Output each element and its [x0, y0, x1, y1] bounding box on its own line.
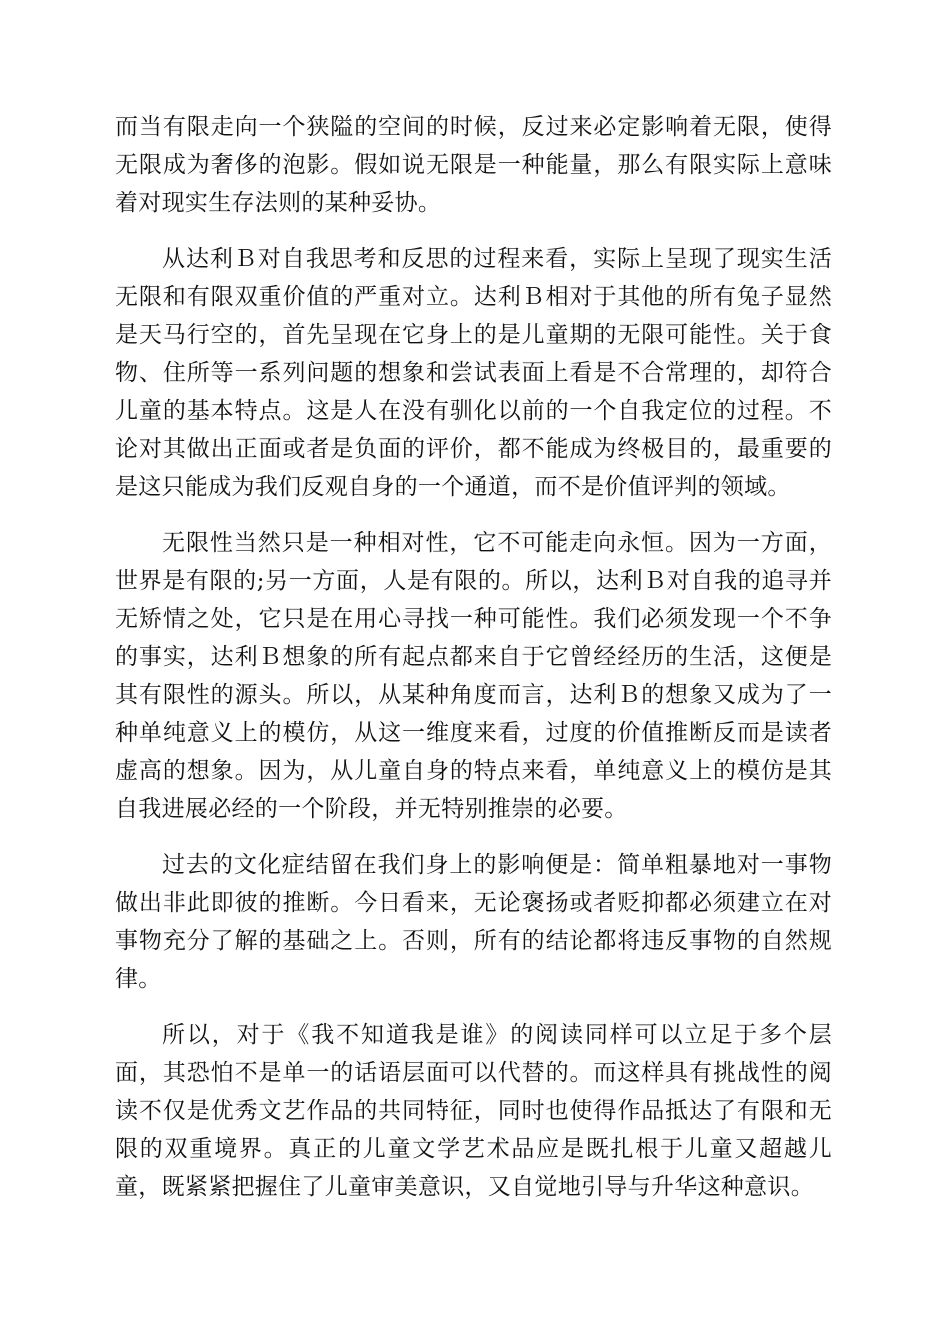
- paragraph-1: 而当有限走向一个狭隘的空间的时候，反过来必定影响着无限，使得无限成为奢侈的泡影。假如说无限是一种能量，那么有限实际上意味着对现实生存法则的某种妥协。: [115, 114, 832, 216]
- paragraph-4: 过去的文化症结留在我们身上的影响便是：简单粗暴地对一事物做出非此即彼的推断。今日看来，无论褒扬或者贬抑都必须建立在对事物充分了解的基础之上。否则，所有的结论都将违反事物的自然规律。: [115, 852, 832, 992]
- paragraph-5: 所以，对于《我不知道我是谁》的阅读同样可以立足于多个层面，其恐怕不是单一的话语层面可以代替的。而这样具有挑战性的阅读不仅是优秀文艺作品的共同特征，同时也使得作品抵达了有限和无限的双重境界。真正的儿童文学艺术品应是既扎根于儿童又超越儿童，既紧紧把握住了儿童审美意识，又自觉地引导与升华这种意识。: [115, 1022, 832, 1200]
- document-body: [115, 108, 832, 1224]
- paragraph-3: 无限性当然只是一种相对性，它不可能走向永恒。因为一方面，世界是有限的;另一方面，人是有限的。所以，达利Ｂ对自我的追寻并无矫情之处，它只是在用心寻找一种可能性。我们必须发现一个不争的事实，达利Ｂ想象的所有起点都来自于它曾经经历的生活，这便是其有限性的源头。所以，从某种角度而言，达利Ｂ的想象又成为了一种单纯意义上的模仿，从这一维度来看，过度的价值推断反而是读者虚高的想象。因为，从儿童自身的特点来看，单纯意义上的模仿是其自我进展必经的一个阶段，并无特别推崇的必要。: [115, 530, 832, 822]
- paragraph-2: 从达利Ｂ对自我思考和反思的过程来看，实际上呈现了现实生活无限和有限双重价值的严重对立。达利Ｂ相对于其他的所有兔子显然是天马行空的，首先呈现在它身上的是儿童期的无限可能性。关于食物、住所等一系列问题的想象和尝试表面上看是不合常理的，却符合儿童的基本特点。这是人在没有驯化以前的一个自我定位的过程。不论对其做出正面或者是负面的评价，都不能成为终极目的，最重要的是这只能成为我们反观自身的一个通道，而不是价值评判的领域。: [115, 246, 832, 500]
